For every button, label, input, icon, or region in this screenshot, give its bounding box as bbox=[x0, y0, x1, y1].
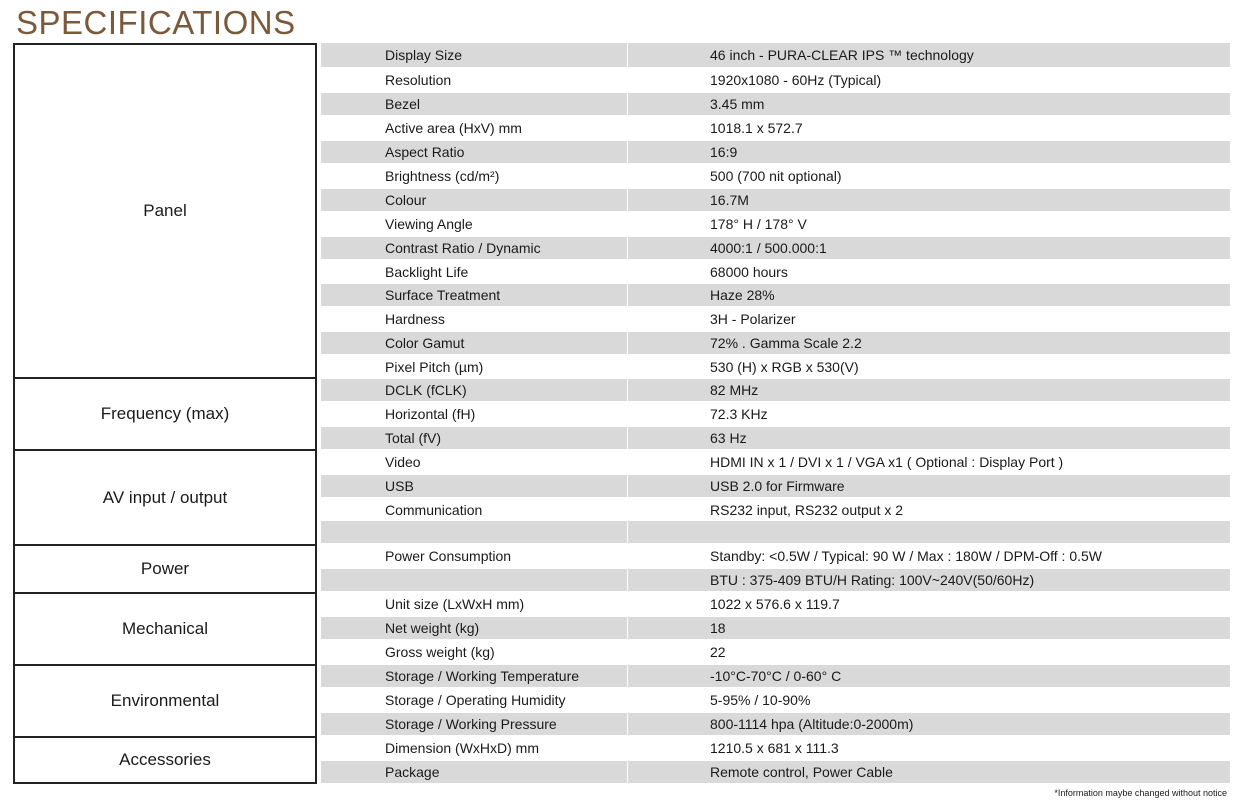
spec-label: Bezel bbox=[385, 96, 421, 112]
column-divider bbox=[627, 213, 628, 235]
column-divider bbox=[627, 93, 628, 115]
spec-label: Active area (HxV) mm bbox=[385, 120, 522, 136]
column-divider bbox=[627, 69, 628, 91]
column-divider bbox=[627, 379, 628, 401]
category-av-io: AV input / output bbox=[13, 449, 317, 546]
table-row bbox=[321, 213, 1230, 235]
spec-value: 82 MHz bbox=[710, 382, 759, 398]
column-divider bbox=[627, 356, 628, 378]
column-divider bbox=[627, 451, 628, 473]
spec-label: Storage / Operating Humidity bbox=[385, 692, 566, 708]
column-divider bbox=[627, 617, 628, 639]
category-frequency: Frequency (max) bbox=[13, 377, 317, 451]
spec-value: Remote control, Power Cable bbox=[710, 764, 893, 780]
spec-label: Resolution bbox=[385, 72, 452, 88]
spec-label: Surface Treatment bbox=[385, 287, 501, 303]
column-divider bbox=[627, 284, 628, 306]
spec-value: -10°C-70°C / 0-60° C bbox=[710, 668, 842, 684]
column-divider bbox=[627, 403, 628, 425]
spec-value: Haze 28% bbox=[710, 287, 775, 303]
spec-label: Power Consumption bbox=[385, 548, 512, 564]
spec-value: 5-95% / 10-90% bbox=[710, 692, 811, 708]
spec-value: 68000 hours bbox=[710, 264, 788, 280]
column-divider bbox=[627, 689, 628, 711]
spec-value: 46 inch - PURA-CLEAR IPS ™ technology bbox=[710, 47, 974, 63]
spec-label: Storage / Working Pressure bbox=[385, 716, 557, 732]
spec-label: Colour bbox=[385, 192, 427, 208]
spec-value: 4000:1 / 500.000:1 bbox=[710, 240, 827, 256]
spec-label: Display Size bbox=[385, 47, 463, 63]
column-divider bbox=[627, 737, 628, 759]
spec-value: 800-1114 hpa (Altitude:0-2000m) bbox=[710, 716, 914, 732]
spec-label: Viewing Angle bbox=[385, 216, 473, 232]
table-row bbox=[321, 93, 1230, 115]
spec-label: Storage / Working Temperature bbox=[385, 668, 580, 684]
table-row bbox=[321, 379, 1230, 401]
column-divider bbox=[627, 141, 628, 163]
column-divider bbox=[627, 713, 628, 735]
table-row bbox=[321, 737, 1230, 759]
spec-label: Contrast Ratio / Dynamic bbox=[385, 240, 541, 256]
table-row bbox=[321, 141, 1230, 163]
spec-value: 1210.5 x 681 x 111.3 bbox=[710, 740, 839, 756]
column-divider bbox=[627, 475, 628, 497]
spec-label: Package bbox=[385, 764, 440, 780]
column-divider bbox=[627, 165, 628, 187]
column-divider bbox=[627, 332, 628, 354]
spec-label: Hardness bbox=[385, 311, 445, 327]
spec-label: Communication bbox=[385, 502, 483, 518]
table-row bbox=[321, 641, 1230, 663]
spec-label: Net weight (kg) bbox=[385, 620, 480, 636]
spec-value: 1920x1080 - 60Hz (Typical) bbox=[710, 72, 882, 88]
spec-value: HDMI IN x 1 / DVI x 1 / VGA x1 ( Optional : Display Port ) bbox=[710, 454, 1064, 470]
spec-label: Aspect Ratio bbox=[385, 144, 465, 160]
table-row bbox=[321, 499, 1230, 521]
table-row bbox=[321, 617, 1230, 639]
category-accessories: Accessories bbox=[13, 736, 317, 784]
table-row bbox=[321, 403, 1230, 425]
spec-label: Dimension (WxHxD) mm bbox=[385, 740, 539, 756]
table-row bbox=[321, 332, 1230, 354]
category-environmental: Environmental bbox=[13, 664, 317, 738]
table-row bbox=[321, 284, 1230, 306]
spec-label: Gross weight (kg) bbox=[385, 644, 495, 660]
table-row bbox=[321, 593, 1230, 615]
table-row bbox=[321, 761, 1230, 783]
table-row bbox=[321, 427, 1230, 449]
column-divider bbox=[627, 545, 628, 567]
spec-label: Brightness (cd/m²) bbox=[385, 168, 500, 184]
spec-value: 72.3 KHz bbox=[710, 406, 768, 422]
category-power: Power bbox=[13, 544, 317, 594]
column-divider bbox=[627, 237, 628, 259]
table-row bbox=[321, 521, 1230, 543]
table-row bbox=[321, 451, 1230, 473]
table-row bbox=[321, 308, 1230, 330]
footnote: *Information maybe changed without notice bbox=[1054, 788, 1227, 798]
spec-value: 16:9 bbox=[710, 144, 738, 160]
table-row bbox=[321, 475, 1230, 497]
table-row bbox=[321, 69, 1230, 91]
spec-label: Pixel Pitch (µm) bbox=[385, 359, 484, 375]
category-panel: Panel bbox=[13, 43, 317, 379]
spec-value: 3.45 mm bbox=[710, 96, 765, 112]
table-row bbox=[321, 689, 1230, 711]
spec-value: 3H - Polarizer bbox=[710, 311, 796, 327]
spec-value: 22 bbox=[710, 644, 726, 660]
column-divider bbox=[627, 117, 628, 139]
spec-value: 1022 x 576.6 x 119.7 bbox=[710, 596, 840, 612]
column-divider bbox=[627, 308, 628, 330]
spec-value: RS232 input, RS232 output x 2 bbox=[710, 502, 904, 518]
table-row bbox=[321, 545, 1230, 567]
column-divider bbox=[627, 261, 628, 283]
spec-value: 178° H / 178° V bbox=[710, 216, 807, 232]
column-divider bbox=[627, 593, 628, 615]
category-mechanical: Mechanical bbox=[13, 592, 317, 666]
spec-label: DCLK (fCLK) bbox=[385, 382, 467, 398]
table-row bbox=[321, 117, 1230, 139]
table-row bbox=[321, 165, 1230, 187]
spec-label: Color Gamut bbox=[385, 335, 465, 351]
column-divider bbox=[627, 43, 628, 67]
table-row bbox=[321, 43, 1230, 67]
table-row bbox=[321, 713, 1230, 735]
column-divider bbox=[627, 499, 628, 521]
spec-value: Standby: <0.5W / Typical: 90 W / Max : 180W / DPM-Off : 0.5W bbox=[710, 548, 1103, 564]
spec-value: 1018.1 x 572.7 bbox=[710, 120, 803, 136]
column-divider bbox=[627, 641, 628, 663]
spec-value: 530 (H) x RGB x 530(V) bbox=[710, 359, 859, 375]
spec-value: 500 (700 nit optional) bbox=[710, 168, 842, 184]
table-row bbox=[321, 665, 1230, 687]
spec-label: USB bbox=[385, 478, 414, 494]
table-row bbox=[321, 189, 1230, 211]
page-title: SPECIFICATIONS bbox=[16, 4, 296, 41]
spec-value: USB 2.0 for Firmware bbox=[710, 478, 845, 494]
spec-label: Total (fV) bbox=[385, 430, 442, 446]
spec-value: BTU : 375-409 BTU/H Rating: 100V~240V(50/60Hz) bbox=[710, 572, 1035, 588]
spec-value: 63 Hz bbox=[710, 430, 747, 446]
spec-value: 72% . Gamma Scale 2.2 bbox=[710, 335, 862, 351]
table-row bbox=[321, 237, 1230, 259]
category-column bbox=[13, 43, 321, 784]
column-divider bbox=[627, 427, 628, 449]
column-divider bbox=[627, 569, 628, 591]
spec-label: Video bbox=[385, 454, 421, 470]
spec-label: Horizontal (fH) bbox=[385, 406, 476, 422]
column-divider bbox=[627, 761, 628, 783]
table-row bbox=[321, 261, 1230, 283]
table-row bbox=[321, 356, 1230, 378]
table-row bbox=[321, 569, 1230, 591]
spec-value: 16.7M bbox=[710, 192, 749, 208]
column-divider bbox=[627, 665, 628, 687]
column-divider bbox=[627, 521, 628, 543]
column-divider bbox=[627, 189, 628, 211]
spec-value: 18 bbox=[710, 620, 726, 636]
spec-label: Backlight Life bbox=[385, 264, 469, 280]
spec-label: Unit size (LxWxH mm) bbox=[385, 596, 525, 612]
